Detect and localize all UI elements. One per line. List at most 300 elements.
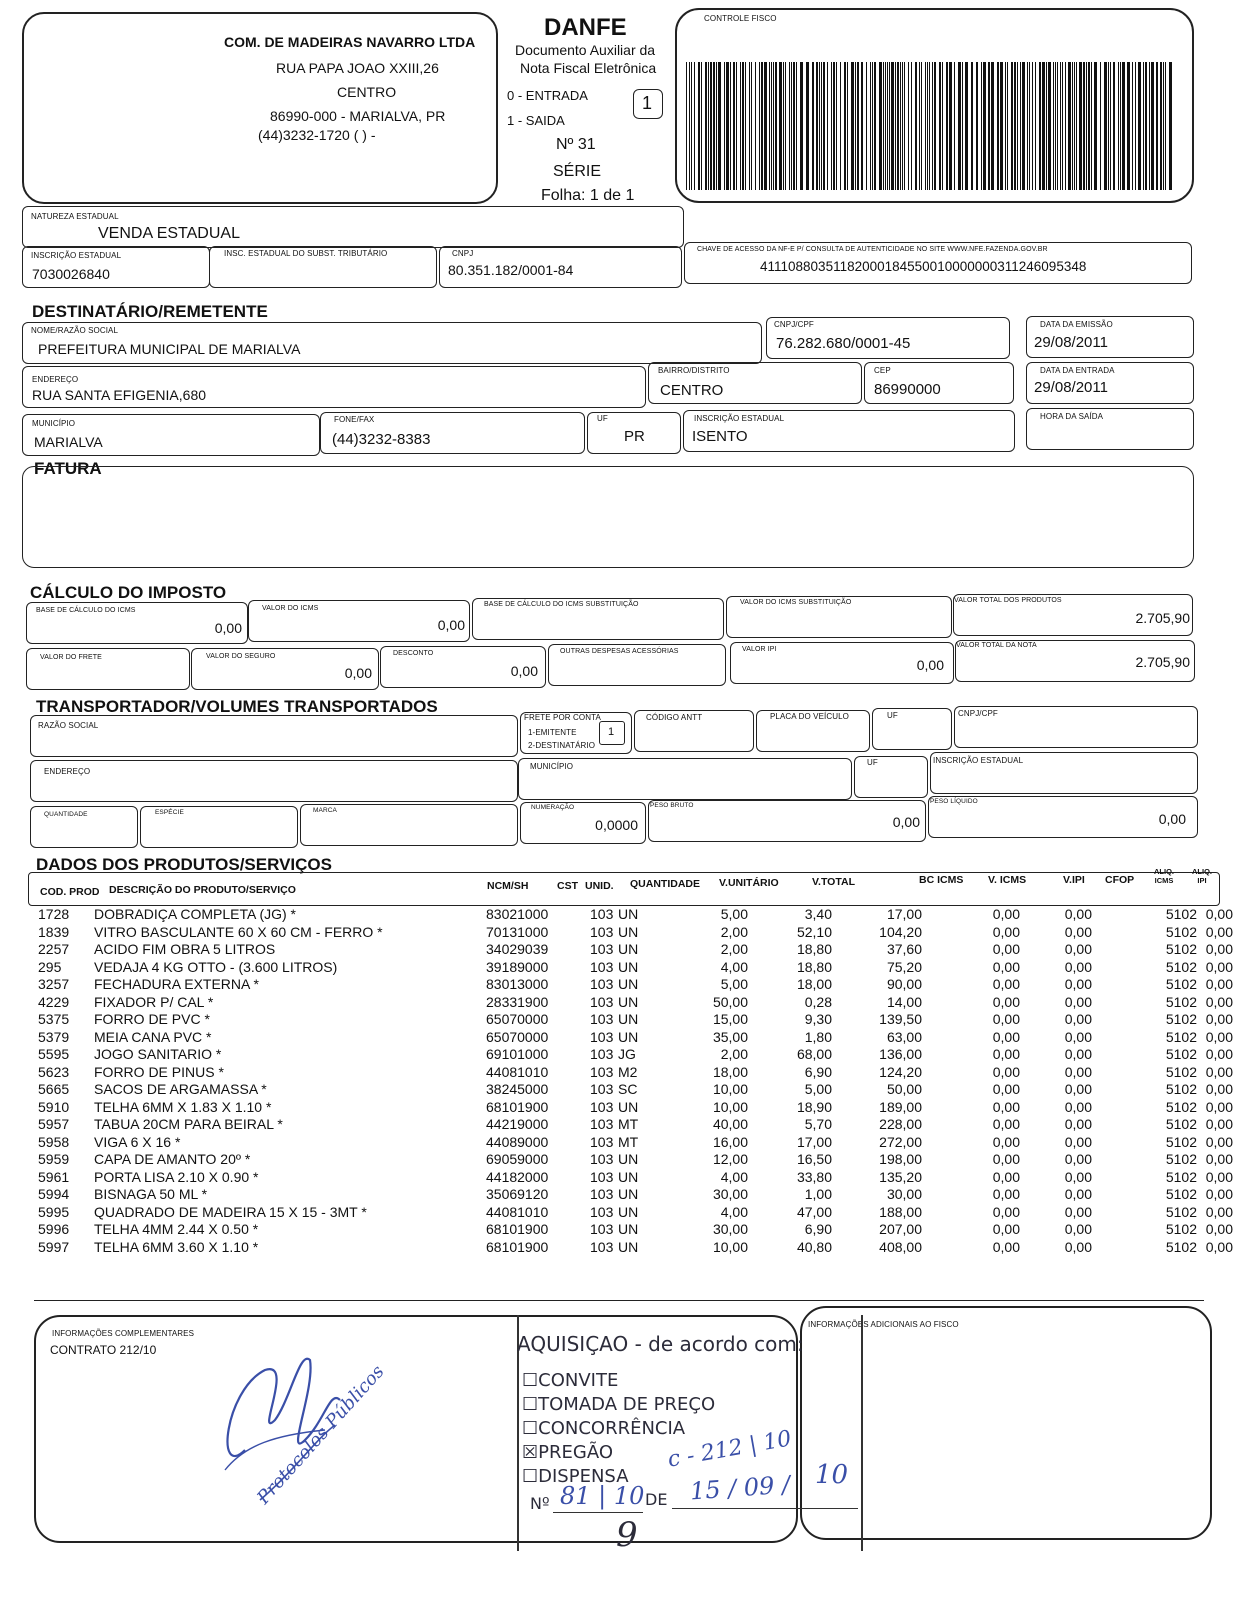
danfe-serie: SÉRIE bbox=[553, 163, 602, 180]
cell-qtd: 4,00 bbox=[720, 958, 748, 975]
transp-uf2-box bbox=[854, 756, 928, 798]
cell-cst: 103 bbox=[590, 1046, 614, 1062]
cell-aliq-icms: 0,00 bbox=[1205, 1186, 1233, 1202]
cell-cfop: 5102 bbox=[1165, 1081, 1197, 1097]
cell-vicms: 0,00 bbox=[1064, 1238, 1092, 1255]
hdr-cfop: CFOP bbox=[1105, 874, 1135, 886]
cell-vunit: 5,70 bbox=[804, 1116, 832, 1132]
cell-unid: UN bbox=[618, 1238, 639, 1255]
cell-cfop: 5102 bbox=[1165, 1133, 1197, 1150]
barcode-bar bbox=[889, 62, 890, 190]
barcode-bar bbox=[895, 62, 896, 190]
cell-unid: UN bbox=[618, 1221, 639, 1237]
barcode-bar bbox=[1027, 62, 1028, 190]
table-row bbox=[38, 959, 1233, 977]
cell-bc: 0,00 bbox=[992, 906, 1020, 922]
barcode-bar bbox=[779, 62, 782, 190]
stamp-de-line bbox=[672, 1508, 858, 1509]
cell-cod: 5910 bbox=[38, 1098, 70, 1115]
transportador-title: TRANSPORTADOR/VOLUMES TRANSPORTADOS bbox=[36, 697, 438, 716]
info-compl-label: INFORMAÇÕES COMPLEMENTARES bbox=[52, 1329, 195, 1338]
barcode-bar bbox=[855, 62, 856, 190]
cell-vunit: 18,80 bbox=[796, 941, 832, 957]
danfe-folha: Folha: 1 de 1 bbox=[541, 187, 635, 204]
cell-cod: 5957 bbox=[38, 1116, 70, 1132]
cell-cst: 103 bbox=[590, 923, 614, 940]
cell-bc: 0,00 bbox=[992, 923, 1020, 940]
barcode-bar bbox=[1149, 62, 1150, 190]
barcode-bar bbox=[1011, 62, 1013, 190]
cell-vunit: 47,00 bbox=[796, 1203, 832, 1220]
transp-ie-label: INSCRIÇÃO ESTADUAL bbox=[933, 756, 1024, 765]
hdr-qtd: QUANTIDADE bbox=[630, 878, 700, 890]
barcode-bar bbox=[771, 62, 772, 190]
barcode-bar bbox=[983, 62, 986, 190]
hdr-vunit: V.UNITÁRIO bbox=[719, 877, 779, 889]
barcode-bar bbox=[840, 62, 841, 190]
cell-vicms: 0,00 bbox=[1064, 1046, 1092, 1062]
cell-bc: 0,00 bbox=[992, 1221, 1020, 1237]
cell-ncm: 44182000 bbox=[486, 1168, 549, 1185]
cell-aliq-icms: 0,00 bbox=[1205, 1133, 1233, 1150]
adicionais-top-line bbox=[34, 1300, 1204, 1301]
cell-cod: 2257 bbox=[38, 941, 70, 957]
transp-frete-2: 2-DESTINATÁRIO bbox=[528, 741, 596, 750]
cell-vtotal: 50,00 bbox=[886, 1081, 922, 1097]
cell-unid: UN bbox=[618, 1186, 639, 1202]
cell-vicms: 0,00 bbox=[1064, 941, 1092, 957]
barcode-bar bbox=[701, 62, 702, 190]
cell-aliq-icms: 0,00 bbox=[1205, 993, 1233, 1010]
cell-ncm: 83021000 bbox=[486, 906, 549, 922]
cell-vicms: 0,00 bbox=[1064, 1168, 1092, 1185]
table-row bbox=[38, 1116, 1233, 1134]
cell-bc: 0,00 bbox=[992, 1203, 1020, 1220]
barcode-bar bbox=[1127, 62, 1130, 190]
cell-vtotal: 90,00 bbox=[886, 976, 922, 992]
barcode-bar bbox=[1163, 62, 1164, 190]
cell-cst: 103 bbox=[590, 976, 614, 992]
stamp-hand-year: 10 bbox=[815, 1460, 849, 1490]
cell-cod: 5595 bbox=[38, 1046, 70, 1062]
cell-unid: MT bbox=[618, 1133, 639, 1150]
dest-bairro-label: BAIRRO/DISTRITO bbox=[658, 366, 730, 375]
barcode-bar bbox=[932, 62, 933, 190]
barcode-bar bbox=[1005, 62, 1006, 190]
barcode-bar bbox=[874, 62, 876, 190]
transp-numeracao-label: NUMERAÇÃO bbox=[531, 804, 575, 811]
cell-unid: UN bbox=[618, 993, 639, 1010]
cell-ncm: 44219000 bbox=[486, 1116, 549, 1132]
transp-razao-box bbox=[30, 715, 518, 757]
barcode-bar bbox=[891, 62, 894, 190]
cell-ncm: 35069120 bbox=[486, 1186, 549, 1202]
cell-desc: CAPA DE AMANTO 20º * bbox=[94, 1151, 251, 1167]
cell-qtd: 50,00 bbox=[712, 993, 748, 1010]
cell-aliq-icms: 0,00 bbox=[1205, 906, 1233, 922]
cell-ncm: 83013000 bbox=[486, 976, 549, 992]
transp-especie-label: ESPÉCIE bbox=[155, 809, 184, 816]
cell-qtd: 2,00 bbox=[720, 1046, 748, 1062]
info-fisco-label: INFORMAÇÕES ADICIONAIS AO FISCO bbox=[808, 1320, 959, 1329]
cell-cfop: 5102 bbox=[1165, 1116, 1197, 1132]
cell-cfop: 5102 bbox=[1165, 906, 1197, 922]
barcode-bar bbox=[755, 62, 756, 190]
imp-total-prod-label: VALOR TOTAL DOS PRODUTOS bbox=[954, 597, 1062, 604]
cell-desc: FECHADURA EXTERNA * bbox=[94, 976, 259, 992]
cell-cod: 5994 bbox=[38, 1186, 70, 1202]
cell-ncm: 28331900 bbox=[486, 993, 549, 1010]
transp-cnpj-label: CNPJ/CPF bbox=[958, 709, 998, 718]
cell-vicms: 0,00 bbox=[1064, 1151, 1092, 1167]
cell-unid: UN bbox=[618, 976, 639, 992]
cell-vicms: 0,00 bbox=[1064, 1011, 1092, 1027]
cell-desc: TELHA 4MM 2.44 X 0.50 * bbox=[94, 1221, 259, 1237]
barcode-bar bbox=[908, 62, 909, 190]
barcode-bar bbox=[686, 62, 687, 190]
cell-qtd: 12,00 bbox=[712, 1151, 748, 1167]
cell-vicms: 0,00 bbox=[1064, 1186, 1092, 1202]
transp-frete-1: 1-EMITENTE bbox=[528, 728, 577, 737]
cell-unid: UN bbox=[618, 1098, 639, 1115]
cell-vunit: 33,80 bbox=[796, 1168, 832, 1185]
dest-fone-label: FONE/FAX bbox=[334, 415, 375, 424]
stamp-de: DE bbox=[645, 1490, 668, 1509]
barcode-bar bbox=[1042, 62, 1045, 190]
cell-aliq-icms: 0,00 bbox=[1205, 1011, 1233, 1027]
barcode-bar bbox=[789, 62, 790, 190]
cell-vtotal: 207,00 bbox=[879, 1221, 922, 1237]
barcode-bar bbox=[883, 62, 884, 190]
cell-unid: UN bbox=[618, 1168, 639, 1185]
info-compl-value: CONTRATO 212/10 bbox=[50, 1343, 157, 1357]
barcode-bar bbox=[1088, 62, 1090, 190]
cell-aliq-icms: 0,00 bbox=[1205, 1168, 1233, 1185]
barcode-bar bbox=[736, 62, 737, 190]
dest-nome-value: PREFEITURA MUNICIPAL DE MARIALVA bbox=[38, 341, 301, 357]
cell-vtotal: 104,20 bbox=[879, 923, 922, 940]
table-row bbox=[38, 1186, 1233, 1204]
cell-qtd: 16,00 bbox=[712, 1133, 748, 1150]
table-row bbox=[38, 1239, 1233, 1257]
cell-vtotal: 63,00 bbox=[886, 1028, 922, 1045]
cell-desc: VEDAJA 4 KG OTTO - (3.600 LITROS) bbox=[94, 958, 338, 975]
cell-aliq-icms: 0,00 bbox=[1205, 1081, 1233, 1097]
cell-aliq-icms: 0,00 bbox=[1205, 1116, 1233, 1132]
cell-bc: 0,00 bbox=[992, 941, 1020, 957]
stamp-pregao: ☒PREGÃO bbox=[522, 1442, 613, 1463]
barcode-bar bbox=[991, 62, 994, 190]
barcode-bar bbox=[851, 62, 854, 190]
imp-ipi-value: 0,00 bbox=[916, 657, 944, 673]
barcode-bar bbox=[796, 62, 797, 190]
cell-vicms: 0,00 bbox=[1064, 1221, 1092, 1237]
transp-numeracao-value: 0,0000 bbox=[595, 817, 638, 833]
stamp-dispensa: ☐DISPENSA bbox=[522, 1466, 629, 1487]
hdr-unid: UNID. bbox=[585, 880, 614, 892]
cell-vunit: 68,00 bbox=[796, 1046, 832, 1062]
cell-ncm: 44081010 bbox=[486, 1063, 549, 1080]
barcode-bar bbox=[1160, 62, 1162, 190]
dest-emissao-value: 29/08/2011 bbox=[1034, 334, 1108, 351]
barcode-bar bbox=[705, 62, 707, 190]
cell-cod: 1728 bbox=[38, 906, 70, 922]
cell-unid: UN bbox=[618, 1203, 639, 1220]
barcode-bar bbox=[919, 62, 920, 190]
fatura-title: FATURA bbox=[34, 459, 102, 478]
table-row bbox=[38, 1011, 1233, 1029]
imp-seguro-label: VALOR DO SEGURO bbox=[206, 653, 276, 660]
cell-aliq-icms: 0,00 bbox=[1205, 976, 1233, 992]
barcode-bar bbox=[733, 62, 735, 190]
cell-desc: ACIDO FIM OBRA 5 LITROS bbox=[94, 941, 276, 957]
barcode-bar bbox=[1046, 62, 1047, 190]
barcode-bar bbox=[783, 62, 784, 190]
barcode-bar bbox=[988, 62, 990, 190]
stamp-hand-date: 15 / 09 / bbox=[689, 1470, 791, 1506]
cell-cfop: 5102 bbox=[1165, 1063, 1197, 1080]
barcode-bar bbox=[1091, 62, 1092, 190]
barcode-bar bbox=[1086, 62, 1087, 190]
cell-bc: 0,00 bbox=[992, 1186, 1020, 1202]
stamp-tomada: ☐TOMADA DE PREÇO bbox=[522, 1394, 716, 1415]
transp-peso-bruto-label: PESO BRUTO bbox=[650, 802, 694, 809]
cell-unid: M2 bbox=[618, 1063, 638, 1080]
table-row bbox=[38, 1134, 1233, 1152]
barcode-bar bbox=[844, 62, 846, 190]
transp-antt-label: CÓDIGO ANTT bbox=[646, 713, 703, 722]
table-row bbox=[38, 1204, 1233, 1222]
emitente-city: 86990-000 - MARIALVA, PR bbox=[270, 108, 446, 124]
dest-ie-label: INSCRIÇÃO ESTADUAL bbox=[694, 414, 785, 423]
barcode-bar bbox=[1057, 62, 1058, 190]
transp-placa-label: PLACA DO VEÍCULO bbox=[770, 712, 849, 721]
hdr-cod: COD. PROD bbox=[40, 886, 100, 898]
cell-ncm: 39189000 bbox=[486, 958, 549, 975]
transp-peso-liquido-value: 0,00 bbox=[1158, 811, 1186, 827]
imp-icms-value: 0,00 bbox=[437, 617, 465, 633]
danfe-subtitle-1: Documento Auxiliar da bbox=[515, 42, 656, 58]
cell-unid: MT bbox=[618, 1116, 639, 1132]
hdr-vipi: V.IPI bbox=[1063, 874, 1085, 886]
barcode-bar bbox=[691, 62, 692, 190]
cell-vunit: 18,80 bbox=[796, 958, 832, 975]
barcode-bar bbox=[958, 62, 961, 190]
dest-endereco-label: ENDEREÇO bbox=[32, 375, 79, 384]
cell-ncm: 69101000 bbox=[486, 1046, 549, 1062]
cell-vunit: 40,80 bbox=[796, 1238, 832, 1255]
imp-base-st-label: BASE DE CÁLCULO DO ICMS SUBSTITUIÇÃO bbox=[484, 601, 639, 608]
barcode-bar bbox=[1132, 62, 1133, 190]
cell-vicms: 0,00 bbox=[1064, 1203, 1092, 1220]
barcode-bar bbox=[1113, 62, 1115, 190]
cell-aliq-icms: 0,00 bbox=[1205, 1238, 1233, 1255]
cell-qtd: 4,00 bbox=[720, 1203, 748, 1220]
cell-qtd: 5,00 bbox=[720, 976, 748, 992]
natureza-label: NATUREZA ESTADUAL bbox=[31, 212, 119, 221]
barcode-bar bbox=[812, 62, 814, 190]
cell-vtotal: 124,20 bbox=[879, 1063, 922, 1080]
cell-cfop: 5102 bbox=[1165, 1221, 1197, 1237]
barcode-bar bbox=[713, 62, 715, 190]
imp-base-value: 0,00 bbox=[214, 620, 242, 636]
cell-unid: UN bbox=[618, 923, 639, 940]
cell-ncm: 65070000 bbox=[486, 1011, 549, 1027]
cell-vunit: 6,90 bbox=[804, 1063, 832, 1080]
cell-ncm: 68101900 bbox=[486, 1221, 549, 1237]
cell-unid: UN bbox=[618, 1151, 639, 1167]
dest-uf-value: PR bbox=[624, 428, 645, 445]
cell-aliq-icms: 0,00 bbox=[1205, 941, 1233, 957]
cell-bc: 0,00 bbox=[992, 1238, 1020, 1255]
barcode-bar bbox=[1165, 62, 1166, 190]
cell-qtd: 4,00 bbox=[720, 1168, 748, 1185]
cell-qtd: 30,00 bbox=[712, 1221, 748, 1237]
barcode-bar bbox=[1138, 62, 1141, 190]
cell-aliq-icms: 0,00 bbox=[1205, 923, 1233, 940]
cell-bc: 0,00 bbox=[992, 1081, 1020, 1097]
stamp-tomada-label: TOMADA DE PREÇO bbox=[538, 1394, 716, 1415]
cell-vtotal: 198,00 bbox=[879, 1151, 922, 1167]
cell-cod: 5379 bbox=[38, 1028, 70, 1045]
signature-text: Protocolos Públicos bbox=[253, 1361, 389, 1509]
cell-cod: 5958 bbox=[38, 1133, 70, 1150]
barcode-bar bbox=[872, 62, 873, 190]
dest-municipio-value: MARIALVA bbox=[34, 434, 103, 450]
cell-qtd: 10,00 bbox=[712, 1081, 748, 1097]
barcode-bar bbox=[730, 62, 731, 190]
barcode-bar bbox=[831, 62, 832, 190]
table-row bbox=[38, 1169, 1233, 1187]
cell-vunit: 0,28 bbox=[804, 993, 832, 1010]
cell-cst: 103 bbox=[590, 941, 614, 957]
barcode-bar bbox=[1053, 62, 1054, 190]
cell-cfop: 5102 bbox=[1165, 993, 1197, 1010]
cell-qtd: 15,00 bbox=[712, 1011, 748, 1027]
cell-vunit: 9,30 bbox=[804, 1011, 832, 1027]
barcode-bar bbox=[1083, 62, 1085, 190]
dest-emissao-label: DATA DA EMISSÃO bbox=[1040, 320, 1113, 329]
transp-peso-bruto-value: 0,00 bbox=[892, 814, 920, 830]
barcode-bar bbox=[1143, 62, 1144, 190]
barcode-bar bbox=[1029, 62, 1030, 190]
cell-aliq-icms: 0,00 bbox=[1205, 1203, 1233, 1220]
danfe-title: DANFE bbox=[544, 14, 627, 41]
cell-bc: 0,00 bbox=[992, 1116, 1020, 1132]
barcode-bar bbox=[761, 62, 763, 190]
barcode-bar bbox=[976, 62, 978, 190]
stamp-convite-label: CONVITE bbox=[538, 1370, 619, 1391]
barcode-bar bbox=[740, 62, 741, 190]
barcode-bar bbox=[773, 62, 774, 190]
cell-vicms: 0,00 bbox=[1064, 1081, 1092, 1097]
chave-label: CHAVE DE ACESSO DA NF-E P/ CONSULTA DE AUTENTICIDADE NO SITE WWW.NFE.FAZENDA.GOV.BR bbox=[697, 246, 1048, 253]
cell-cfop: 5102 bbox=[1165, 941, 1197, 957]
cell-desc: BISNAGA 50 ML * bbox=[94, 1186, 208, 1202]
cell-vunit: 52,10 bbox=[796, 923, 832, 940]
barcode-bar bbox=[1100, 62, 1101, 190]
cell-cst: 103 bbox=[590, 1186, 614, 1202]
cell-desc: TABUA 20CM PARA BEIRAL * bbox=[94, 1116, 283, 1132]
barcode-bar bbox=[870, 62, 871, 190]
table-row bbox=[38, 906, 1233, 924]
cell-cst: 103 bbox=[590, 993, 614, 1010]
imp-ipi-label: VALOR IPI bbox=[742, 646, 777, 653]
cell-unid: SC bbox=[618, 1081, 638, 1097]
barcode-bar bbox=[946, 62, 948, 190]
cell-vicms: 0,00 bbox=[1064, 958, 1092, 975]
dest-cep-label: CEP bbox=[874, 366, 891, 375]
cell-vunit: 6,90 bbox=[804, 1221, 832, 1237]
stamp-no-line bbox=[553, 1512, 643, 1513]
barcode-bar bbox=[759, 62, 760, 190]
barcode-bar bbox=[1120, 62, 1121, 190]
stamp-title: AQUISIÇAO - de acordo com: bbox=[517, 1332, 804, 1356]
cell-vtotal: 14,00 bbox=[886, 993, 922, 1010]
cell-desc: VITRO BASCULANTE 60 X 60 CM - FERRO * bbox=[94, 923, 383, 940]
cell-bc: 0,00 bbox=[992, 1046, 1020, 1062]
barcode-bar bbox=[793, 62, 795, 190]
cell-unid: UN bbox=[618, 941, 639, 957]
danfe-subtitle-2: Nota Fiscal Eletrônica bbox=[520, 60, 657, 76]
barcode-bar bbox=[939, 62, 941, 190]
dest-hora-label: HORA DA SAÍDA bbox=[1040, 412, 1104, 421]
inscricao-label: INSCRIÇÃO ESTADUAL bbox=[31, 251, 122, 260]
barcode-bar bbox=[726, 62, 729, 190]
transp-municipio-label: MUNICÍPIO bbox=[530, 762, 574, 771]
cell-bc: 0,00 bbox=[992, 993, 1020, 1010]
barcode-bar bbox=[1020, 62, 1021, 190]
emitente-phone: (44)3232-1720 ( ) - bbox=[258, 127, 376, 143]
stamp-hand-num: 81 | 10 bbox=[560, 1482, 645, 1510]
cell-vunit: 16,50 bbox=[796, 1151, 832, 1167]
barcode-bar bbox=[1022, 62, 1025, 190]
cell-cfop: 5102 bbox=[1165, 1203, 1197, 1220]
cell-cst: 103 bbox=[590, 1063, 614, 1080]
cell-bc: 0,00 bbox=[992, 976, 1020, 992]
hdr-vicms: V. ICMS bbox=[988, 874, 1027, 886]
barcode-bar bbox=[1048, 62, 1051, 190]
barcode-bar bbox=[1118, 62, 1119, 190]
cell-desc: PORTA LISA 2.10 X 0.90 * bbox=[94, 1168, 259, 1185]
cell-bc: 0,00 bbox=[992, 1151, 1020, 1167]
barcode bbox=[686, 62, 1176, 190]
imp-total-nota-value: 2.705,90 bbox=[1135, 654, 1190, 670]
dest-cep-value: 86990000 bbox=[874, 381, 941, 398]
transp-endereco-label: ENDEREÇO bbox=[44, 767, 91, 776]
table-row bbox=[38, 1029, 1233, 1047]
hdr-aliq-icms: ALIQ. ICMS bbox=[1154, 867, 1174, 885]
cell-bc: 0,00 bbox=[992, 1168, 1020, 1185]
cell-vtotal: 135,20 bbox=[879, 1168, 922, 1185]
cell-aliq-icms: 0,00 bbox=[1205, 1063, 1233, 1080]
cell-qtd: 40,00 bbox=[712, 1116, 748, 1132]
barcode-bar bbox=[1145, 62, 1147, 190]
cell-vtotal: 139,50 bbox=[879, 1011, 922, 1027]
cell-bc: 0,00 bbox=[992, 1063, 1020, 1080]
signature bbox=[205, 1330, 440, 1530]
transp-uf-box bbox=[872, 708, 952, 750]
barcode-bar bbox=[1017, 62, 1018, 190]
cell-cst: 103 bbox=[590, 1168, 614, 1185]
emitente-name: COM. DE MADEIRAS NAVARRO LTDA bbox=[224, 34, 476, 50]
cell-qtd: 10,00 bbox=[712, 1098, 748, 1115]
cell-cfop: 5102 bbox=[1165, 1098, 1197, 1115]
stamp-pregao-label: PREGÃO bbox=[538, 1442, 613, 1463]
cell-cod: 5997 bbox=[38, 1238, 70, 1255]
cell-vtotal: 17,00 bbox=[886, 906, 922, 922]
imp-icms-label: VALOR DO ICMS bbox=[262, 605, 319, 612]
